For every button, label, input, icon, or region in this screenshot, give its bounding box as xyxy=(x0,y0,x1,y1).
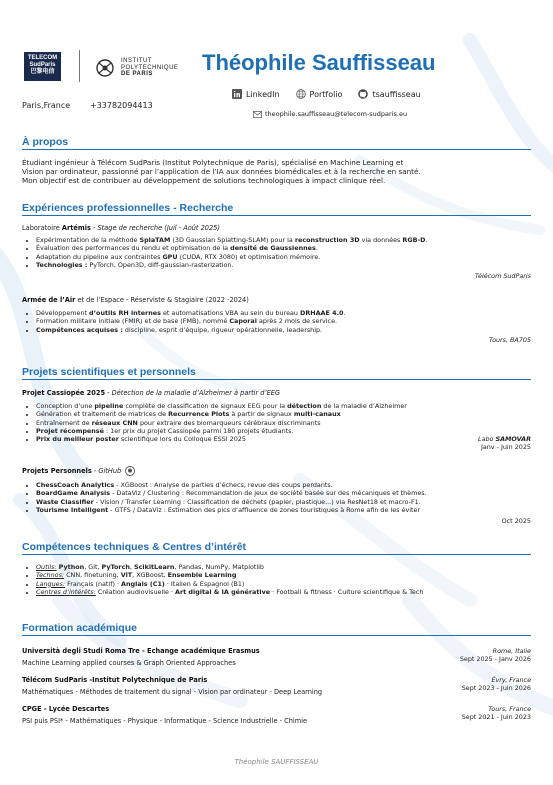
education-rule xyxy=(22,635,531,636)
skills-list xyxy=(28,563,506,596)
telecom-sudparis-logo xyxy=(24,52,61,81)
about-line: Étudiant ingénieur à Télécom SudParis (Institut Polytechnique de Paris), spécialisé en Machine Learning et xyxy=(22,158,404,167)
ipp-line-1: INSTITUT xyxy=(121,58,152,64)
linkedin-icon xyxy=(232,89,242,99)
experience-rule xyxy=(22,215,531,216)
ipp-line-3: DE PARIS xyxy=(121,71,153,77)
project-desc: - Détection de la maladie d’Alzheimer à partir d’EEG xyxy=(105,389,281,397)
logo-line-2: SudParis xyxy=(29,62,56,68)
list-item: • Conception d’une pipeline complète de classification de signaux EEG pour la détection de la maladie d’Alzheimer xyxy=(36,402,506,410)
github-icon xyxy=(358,89,368,99)
list-item: • Développement d’outils RH internes et automatisations VBA au sein du bureau DRHAAE 4.0. xyxy=(36,309,506,317)
list-item: • Formation militaire initiale (FMIR) et de base (FMB), nommé Caporal après 2 mois de service. xyxy=(36,317,506,325)
skills-title: Compétences techniques & Centres d’intérêt xyxy=(22,541,247,553)
about-line: Mon objectif est de contribuer au développement de solutions technologiques à impact clinique réel. xyxy=(22,176,386,186)
project-date: Janv - Juin 2025 xyxy=(480,443,531,451)
project-bullets xyxy=(28,402,506,443)
personal-projects-date: Oct 2025 xyxy=(501,517,531,525)
projects-title: Projets scientifiques et personnels xyxy=(22,366,196,378)
list-item: • Adaptation du pipeline aux contraintes GPU (CUDA, RTX 3080) et optimisation mémoire. xyxy=(36,253,506,261)
list-item: • Expérimentation de la méthode SplaTAM (3D Gaussian Splatting-SLAM) pour la reconstruction 3D via données RGB-D. xyxy=(36,236,506,244)
education-meta: Tours, France Sept 2021 - Juin 2023 xyxy=(461,705,531,721)
list-item: • Prix du meilleur poster scientifique lors du Colloque ESSI 2025 xyxy=(36,435,506,443)
experience-bullets xyxy=(28,236,506,269)
about-rule xyxy=(22,149,531,150)
skills-rule xyxy=(22,554,531,555)
experience-entry-head xyxy=(22,224,220,232)
list-item: • Waste Classifier - Vision / Transfer Learning : Classification de déchets (papier, plastique...) via ResNet18 et macro-F1. xyxy=(36,498,506,506)
about-text xyxy=(22,158,532,185)
education-school: Télécom SudParis -Institut Polytechnique de Paris xyxy=(22,676,208,684)
education-detail: Machine Learning applied courses & Graph Oriented Approaches xyxy=(22,659,236,667)
education-title: Formation académique xyxy=(22,622,137,634)
experience-place: Tours, BA705 xyxy=(488,336,531,344)
email-link[interactable] xyxy=(253,110,407,118)
list-item: • ChessCoach Analytics - XGBoost : Analyse de parties d’échecs, revue des coups perdants. xyxy=(36,481,506,489)
project-place: Labo SAMOVAR Janv - Juin 2025 xyxy=(478,435,531,451)
list-item: • Évaluation des performances du rendu et optimisation de la densité de Gaussiennes. xyxy=(36,244,506,252)
skill-row: • Centres d’intérêts: Création audiovisuelle · Art digital & IA générative · Football & fitness · Culture scientifique & Tech xyxy=(36,588,506,596)
org-name: Artémis xyxy=(61,224,91,232)
list-item: • BoardGame Analysis - DataViz / Clustering : Recommandation de jeux de société basée sur des mécaniques et thèmes. xyxy=(36,489,506,497)
skill-row: • Technos: CNN, finetuning, ViT, XGBoost, Ensemble Learning xyxy=(36,571,506,579)
mail-icon xyxy=(253,111,262,118)
ipp-logo-text xyxy=(121,58,178,78)
education-detail: PSI puis PSI* - Mathématiques - Physique - Informatique - Science Industrielle - Chimie xyxy=(22,717,308,725)
skill-row: • Langues: Français (natif) · Anglais (C1) · Italien & Espagnol (B1) xyxy=(36,580,506,588)
education-meta: Rome, Italie Sept 2025 - Janv 2026 xyxy=(459,647,531,663)
portfolio-link[interactable] xyxy=(296,89,343,99)
personal-projects-head: Projets Personnels - GitHub xyxy=(22,466,135,476)
org-name: Armée de l’Air xyxy=(22,296,76,304)
location: Paris,France xyxy=(22,101,71,110)
role: - Stage de recherche (Juil - Août 2025) xyxy=(90,224,220,232)
linkedin-label: LinkedIn xyxy=(246,89,280,99)
list-item: • Tourisme Intelligent - GTFS / DataViz : Estimation des pics d’affluence de zones touristiques à Rome afin de les éviter xyxy=(36,506,506,514)
role: et de l’Espace - Réserviste & Stagiaire (2022 -2024) xyxy=(75,296,249,304)
experience-place: Télécom SudParis xyxy=(474,272,531,280)
education-school: Università degli Studi Roma Tre - Echange académique Erasmus xyxy=(22,647,260,655)
github-label: tsauffisseau xyxy=(372,89,421,99)
education-school: CPGE - Lycée Descartes xyxy=(22,705,110,713)
experience-title: Expériences professionnelles - Recherche xyxy=(22,202,234,214)
email-text: theophile.sauffisseau@telecom-sudparis.eu xyxy=(265,110,408,118)
projects-rule xyxy=(22,379,531,380)
globe-icon xyxy=(296,89,306,99)
list-item: • Technologies : PyTorch, Open3D, diff-gaussian-rasterization. xyxy=(36,261,506,269)
education-meta: Évry, France Sept 2023 - Juin 2026 xyxy=(461,676,531,692)
logo-line-3: 巴黎电信 xyxy=(30,69,55,75)
about-title: À propos xyxy=(22,136,69,148)
list-item: • Génération et traitement de matrices de Recurrence Plots à partir de signaux multi-canaux xyxy=(36,410,506,418)
education-detail: Mathématiques - Méthodes de traitement du signal - Vision par ordinateur - Deep Learning xyxy=(22,688,323,696)
list-item: • Projet récompensé : 1er prix du projet Cassiopée parmi 180 projets étudiants. xyxy=(36,427,506,435)
header-links xyxy=(232,89,437,99)
project-name: Projet Cassiopée 2025 xyxy=(22,389,106,397)
experience-bullets xyxy=(28,309,506,334)
portfolio-label: Portfolio xyxy=(309,89,343,99)
list-item: • Compétences acquises : discipline, esprit d’équipe, rigueur opérationnelle, leadership. xyxy=(36,326,506,334)
about-line: Vision par ordinateur, passionné par l’application de l’IA aux données biomédicales et à la recherche en santé. xyxy=(22,167,421,177)
list-item: • Entraînement de réseaux CNN pour extraire des biomarqueurs cérébraux discriminants xyxy=(36,419,506,427)
ipp-emblem-icon xyxy=(94,58,116,78)
linkedin-link[interactable] xyxy=(232,89,280,99)
project-head xyxy=(22,389,280,397)
logo-divider xyxy=(79,50,80,82)
personal-projects-source: GitHub xyxy=(98,467,122,475)
github-link[interactable] xyxy=(358,89,420,99)
logo-line-1: TELECOM xyxy=(27,55,58,61)
ipp-line-2: POLYTECHNIQUE xyxy=(121,64,179,71)
footer-name: Théophile SAUFFISSEAU xyxy=(234,758,319,766)
experience-entry-head xyxy=(22,296,249,304)
skill-row: • Outils: Python, Git, PyTorch, ScikitLearn, Pandas, NumPy, Matplotlib xyxy=(36,563,506,571)
personal-projects-name: Projets Personnels xyxy=(22,467,92,475)
org-prefix: Laboratoire xyxy=(22,224,62,232)
personal-projects-bullets xyxy=(28,481,506,514)
github-icon[interactable] xyxy=(125,466,135,476)
phone: +33782094413 xyxy=(90,101,153,110)
person-name: Théophile Sauffisseau xyxy=(202,50,436,75)
